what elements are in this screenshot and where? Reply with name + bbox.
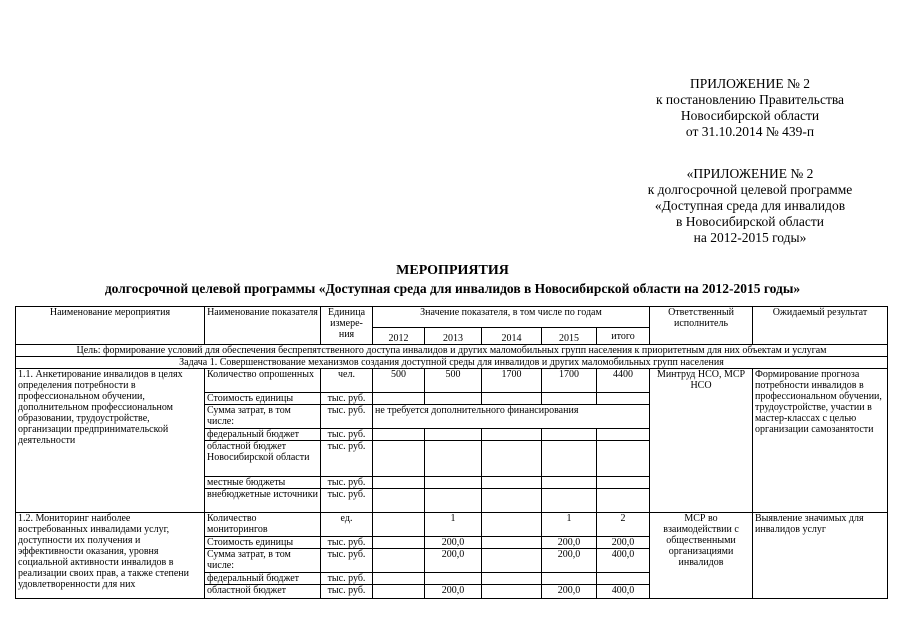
executor-cell: Минтруд НСО, МСР НСО [650, 369, 753, 513]
header-year-2013: 2013 [425, 328, 482, 345]
value-2014 [482, 513, 542, 537]
unit-cell: тыс. руб. [321, 405, 373, 429]
measure-name: 1.2. Мониторинг наиболее востребованных инвалидами услуг, доступности их получения и эффективности оказания, уровня социальной активности инвалидов в реализации своих прав, а также степени удовлетворенности для них [16, 513, 205, 599]
unit-cell: тыс. руб. [321, 393, 373, 405]
header-measure: Наименование мероприятия [16, 307, 205, 345]
indicator-cell: областной бюджет [205, 585, 321, 599]
value-2013: 200,0 [425, 585, 482, 599]
indicator-cell: федеральный бюджет [205, 429, 321, 441]
value-2012: 500 [373, 369, 425, 393]
appendix-line: к долгосрочной целевой программе [647, 182, 853, 197]
appendix-line: в Новосибирской области [675, 214, 825, 229]
result-cell: Выявление значимых для инвалидов услуг [753, 513, 888, 599]
unit-cell: тыс. руб. [321, 585, 373, 599]
value-2014 [482, 585, 542, 599]
value-2013: 500 [425, 369, 482, 393]
document-subtitle: долгосрочной целевой программы «Доступная среда для инвалидов в Новосибирской области на 2012-2015 годы» [104, 281, 801, 296]
value-2015: 1700 [542, 369, 597, 393]
header-year-2014: 2014 [482, 328, 542, 345]
unit-cell: тыс. руб. [321, 489, 373, 513]
unit-cell: чел. [321, 369, 373, 393]
unit-cell: тыс. руб. [321, 537, 373, 549]
indicator-cell: федеральный бюджет [205, 573, 321, 585]
header-values: Значение показателя, в том числе по годам [373, 307, 650, 328]
value-2013: 1 [425, 513, 482, 537]
value-2012 [373, 573, 425, 585]
result-cell: Формирование прогноза потребности инвалидов в профессиональном обучении, трудоустройстве, участии в мастер-классах с целью организации самозанятости [753, 369, 888, 513]
value-2014 [482, 549, 542, 573]
value-2013: 200,0 [425, 537, 482, 549]
measure-name: 1.1. Анкетирование инвалидов в целях определения потребности в профессиональном обучении, дополнительном профессиональном образовании, трудоустройстве, организации предпринимательской деятельности [16, 369, 205, 513]
executor-cell: МСР во взаимодействии с общественными организациями инвалидов [650, 513, 753, 599]
value-total [597, 573, 650, 585]
value-2012 [373, 549, 425, 573]
value-2013: 200,0 [425, 549, 482, 573]
appendix-line: «ПРИЛОЖЕНИЕ № 2 [686, 166, 814, 181]
unit-cell: ед. [321, 513, 373, 537]
indicator-cell: Количество мониторингов [205, 513, 321, 537]
task-row: Задача 1. Совершенствование механизмов создания доступной среды для инвалидов и других маломобильных групп населения [16, 357, 888, 369]
value-total: 4400 [597, 369, 650, 393]
appendix-line: ПРИЛОЖЕНИЕ № 2 [689, 76, 811, 91]
appendix-line: «Доступная среда для инвалидов [654, 198, 846, 213]
indicator-cell: Стоимость единицы [205, 393, 321, 405]
header-executor: Ответственный исполнитель [650, 307, 753, 345]
value-2015: 200,0 [542, 537, 597, 549]
document-title: МЕРОПРИЯТИЯ [396, 263, 509, 278]
unit-cell: тыс. руб. [321, 477, 373, 489]
value-2014: 1700 [482, 369, 542, 393]
value-2015 [542, 573, 597, 585]
indicator-cell: областной бюджет Новосибирской области [205, 441, 321, 477]
indicator-cell: Количество опрошенных [205, 369, 321, 393]
indicator-cell: Сумма затрат, в том числе: [205, 405, 321, 429]
goal-row: Цель: формирование условий для обеспечения беспрепятственного доступа инвалидов и других маломобильных групп населения к приоритетным для них объектам и услугам [16, 345, 888, 357]
value-2013 [425, 573, 482, 585]
header-indicator: Наименование показателя [205, 307, 321, 345]
appendix-header-decree [620, 76, 880, 140]
value-total: 2 [597, 513, 650, 537]
value-2012 [373, 537, 425, 549]
measures-table [15, 306, 888, 599]
unit-cell: тыс. руб. [321, 573, 373, 585]
value-2015: 1 [542, 513, 597, 537]
value-total: 400,0 [597, 585, 650, 599]
header-total: итого [597, 328, 650, 345]
value-2014 [482, 573, 542, 585]
value-total: 400,0 [597, 549, 650, 573]
indicator-cell: местные бюджеты [205, 477, 321, 489]
indicator-cell: Стоимость единицы [205, 537, 321, 549]
value-2015: 200,0 [542, 585, 597, 599]
header-year-2015: 2015 [542, 328, 597, 345]
appendix-line: от 31.10.2014 № 439-п [685, 124, 815, 139]
value-2015: 200,0 [542, 549, 597, 573]
indicator-cell: внебюджетные источники [205, 489, 321, 513]
financing-note: не требуется дополнительного финансирования [373, 405, 650, 429]
unit-cell: тыс. руб. [321, 429, 373, 441]
unit-cell: тыс. руб. [321, 549, 373, 573]
header-year-2012: 2012 [373, 328, 425, 345]
value-total: 200,0 [597, 537, 650, 549]
unit-cell: тыс. руб. [321, 441, 373, 477]
value-2012 [373, 513, 425, 537]
appendix-line: Новосибирской области [680, 108, 820, 123]
appendix-line: на 2012-2015 годы» [693, 230, 807, 245]
indicator-cell: Сумма затрат, в том числе: [205, 549, 321, 573]
appendix-header-program [620, 166, 880, 246]
appendix-line: к постановлению Правительства [655, 92, 845, 107]
value-2012 [373, 585, 425, 599]
value-2014 [482, 537, 542, 549]
header-result: Ожидаемый результат [753, 307, 888, 345]
header-unit: Единица измере-ния [321, 307, 373, 345]
